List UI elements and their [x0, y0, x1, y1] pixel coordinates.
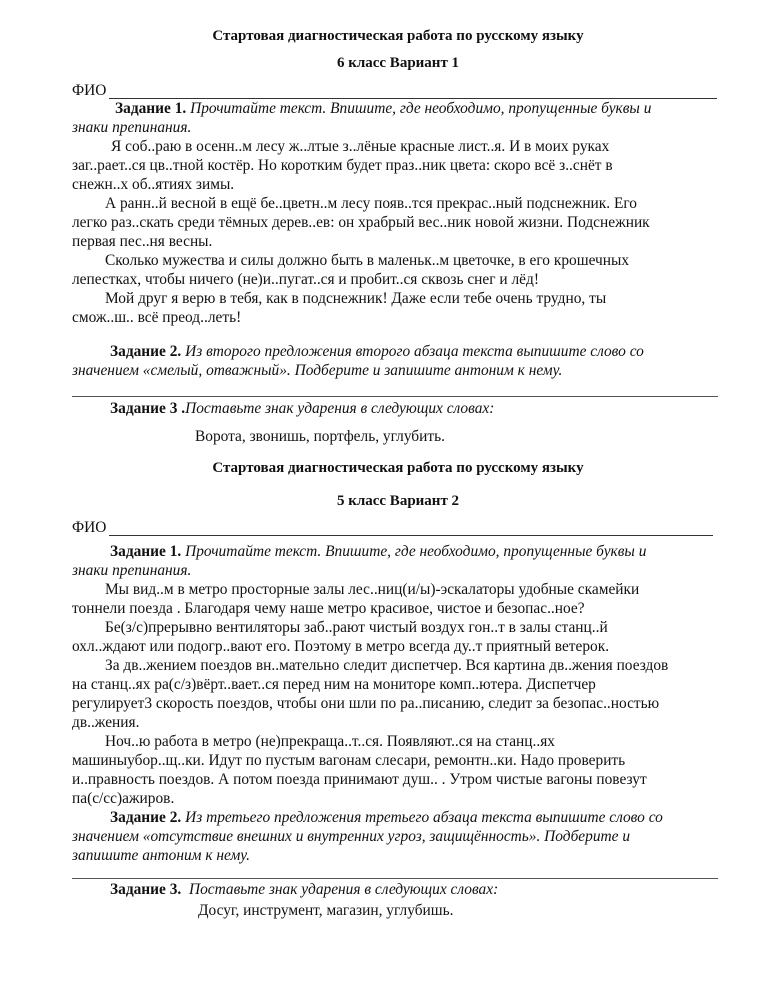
- document-subtitle: 6 класс Вариант 1: [336, 55, 460, 71]
- task1-instruction-cont: знаки препинания.: [72, 119, 192, 136]
- task3-words: Ворота, звонишь, портфель, углубить.: [195, 428, 445, 445]
- task2-instruction: Из второго предложения второго абзаца текста выпишите слово со: [181, 343, 644, 360]
- answer-line[interactable]: [72, 396, 718, 397]
- task1-instruction: Прочитайте текст. Впишите, где необходимо, пропущенные буквы и: [186, 100, 652, 117]
- text-line: снежн..х об..ятиях зимы.: [72, 176, 235, 193]
- task3-words: Досуг, инструмент, магазин, углубишь.: [198, 902, 454, 919]
- text-line: А ранн..й весной в ещё бе..цветн..м лесу появ..тся прекрас..ный подснежник. Его: [105, 195, 637, 212]
- text-line: Мой друг я верю в тебя, как в подснежник! Даже если тебе очень трудно, ты: [105, 290, 607, 307]
- document-subtitle: 5 класс Вариант 2: [336, 493, 460, 509]
- task3-instruction: Поставьте знак ударения в следующих словах:: [181, 881, 499, 898]
- text-line: охл..ждают или подогр..вают его. Поэтому в метро всегда ду..т приятный ветерок.: [72, 638, 610, 655]
- task2-instruction-cont: значением «смелый, отважный». Подберите и запишите антоним к нему.: [72, 362, 563, 379]
- task2-heading: [110, 809, 663, 827]
- text-line: легко раз..скать среди тёмных дерев..ев: он храбрый вес..ник новой жизни. Подснежник: [72, 214, 650, 231]
- text-line: па(с/сс)ажиров.: [72, 790, 175, 807]
- text-line: Мы вид..м в метро просторные залы лес..ниц(и/ы)-эскалаторы удобные скамейки: [105, 581, 640, 598]
- answer-line[interactable]: [72, 878, 718, 879]
- text-line: на станц..ях ра(с/з)вёрт..вает..ся перед ним на мониторе комп..ютера. Диспетчер: [72, 676, 596, 693]
- task3-heading: [110, 400, 494, 418]
- text-line: заг..рает..ся цв..тной костёр. Но коротким будет праз..ник цвета: скоро всё з..снёт в: [72, 157, 613, 174]
- text-line: Я соб..раю в осенн..м лесу ж..лтые з..лёные красные лист..я. И в моих руках: [111, 138, 610, 155]
- text-line: машиныубор..щ..ки. Идут по пустым вагонам слесари, ремонтн..ки. Надо проверить: [72, 752, 626, 769]
- task2-label: Задание 2.: [110, 343, 182, 360]
- text-line: дв..жения.: [72, 714, 140, 731]
- text-line: регулирует3 скорость поездов, чтобы они шли по ра..писанию, следит за безопас..ностью: [72, 695, 660, 712]
- task1-instruction: Прочитайте текст. Впишите, где необходимо, пропущенные буквы и: [181, 543, 647, 560]
- document-title: Стартовая диагностическая работа по русскому языку: [212, 28, 584, 44]
- fio-answer-line[interactable]: [109, 535, 713, 536]
- fio-label: ФИО: [72, 519, 107, 536]
- task1-label: Задание 1.: [110, 543, 182, 560]
- task3-label: Задание 3.: [110, 881, 182, 898]
- text-line: первая пес..ня весны.: [72, 233, 213, 250]
- text-line: За дв..жением поездов вн..мательно следит диспетчер. Вся картина дв..жения поездов: [105, 657, 669, 674]
- task1-heading: [110, 543, 646, 561]
- task3-label: Задание 3 .: [110, 400, 186, 417]
- text-line: смож..ш.. всё преод..леть!: [72, 309, 242, 326]
- document-title: Стартовая диагностическая работа по русскому языку: [212, 460, 584, 476]
- task2-instruction-cont: значением «отсутствие внешних и внутренних угроз, защищённость». Подберите и: [72, 828, 631, 845]
- text-line: тоннели поезда . Благодаря чему наше метро красивое, чистое и безопас..ное?: [72, 600, 585, 617]
- text-line: Бе(з/с)прерывно вентиляторы заб..рают чистый воздух гон..т в залы станц..й: [105, 619, 608, 636]
- task1-label: Задание 1.: [115, 100, 187, 117]
- task2-instruction-cont: запишите антоним к нему.: [72, 847, 250, 864]
- task3-heading: [110, 881, 498, 899]
- task1-instruction-cont: знаки препинания.: [72, 562, 192, 579]
- task1-heading: [115, 100, 651, 118]
- text-line: и..правность поездов. А потом поезда принимают душ.. . Утром чистые вагоны повезут: [72, 771, 647, 788]
- text-line: Ноч..ю работа в метро (не)прекраща..т..ся. Появляют..ся на станц..ях: [105, 733, 555, 750]
- text-line: Сколько мужества и силы должно быть в маленьк..м цветочке, в его крошечных: [105, 252, 630, 269]
- task3-instruction: Поставьте знак ударения в следующих словах:: [185, 400, 495, 417]
- task2-instruction: Из третьего предложения третьего абзаца текста выпишите слово со: [181, 809, 663, 826]
- fio-label: ФИО: [72, 82, 107, 99]
- task2-heading: [110, 343, 644, 361]
- task2-label: Задание 2.: [110, 809, 182, 826]
- fio-answer-line[interactable]: [109, 98, 717, 99]
- text-line: лепестках, чтобы ничего (не)и..пугат..ся и пробит..ся сквозь снег и лёд!: [72, 271, 539, 288]
